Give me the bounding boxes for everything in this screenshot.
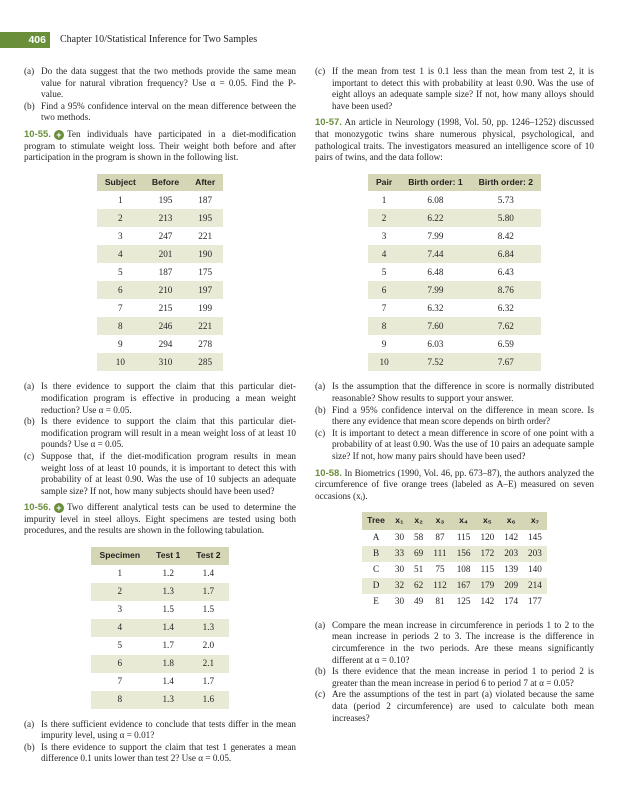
table-cell: 1.2 [162,567,174,578]
table-header-cell: Before [144,174,187,192]
list-item [24,451,296,497]
table-row [362,594,547,610]
table-cell: 9 [118,338,123,349]
item-text: Do the data suggest that the two methods provide the same mean value for natural vibration frequency? Use α = 0.05. Find the P-value. [41,66,296,100]
table-cell: 32 [390,578,409,594]
impurity-table [24,547,296,709]
list-item [24,742,296,765]
table-cell: 2 [91,583,148,601]
table-header-row [362,512,547,530]
table-cell: 195 [158,194,173,205]
item-label: (a) [315,381,326,392]
table-cell: 1.8 [148,655,188,673]
item-label: (b) [24,741,35,752]
table-cell: 5 [381,266,387,277]
item-label: (b) [315,404,326,415]
table-cell: D [362,578,390,594]
table-row [91,673,228,691]
right-column [315,66,594,724]
table-header-cell: x₇ [523,512,547,530]
table-header-cell: After [187,174,223,192]
item-label: (b) [315,666,326,677]
table-row [368,353,541,371]
page-header [0,32,639,48]
chapter-title: Chapter 10/Statistical Inference for Two Samples [60,34,258,45]
item-text: Ten individuals have participated in a diet-modification program to stimulate weight loss. Their weight both before and after participation in the program is shown in the following list. [24,128,296,163]
list-item [315,405,594,428]
table-row [91,601,228,619]
table-header-cell: x₃ [428,512,451,530]
table-cell: 215 [158,302,173,313]
table-row [368,299,541,317]
table-cell: 214 [523,578,547,594]
table-row [91,691,228,709]
table-cell: 49 [414,596,424,607]
table-cell: E [373,596,379,607]
table-cell: 5 [118,266,123,277]
table-cell: 140 [528,564,542,575]
exercise-number: 10-55. [24,128,51,140]
item-text: Is the assumption that the difference in score is normally distributed reasonable? Show results to support your answer. [332,381,594,403]
table-cell: 2 [97,209,144,227]
table-cell: 6.08 [427,194,444,205]
table-cell: 1.6 [188,691,228,709]
table-row [368,227,541,245]
table-row [91,583,228,601]
table-header-cell: x₅ [475,512,499,530]
item-text: It is important to detect a mean difference in score of one point with a probability of at least 0.90. Was the use of 10 pairs an adequate sample size? If not, how many pairs should have been used? [332,427,594,461]
table-cell: 6.22 [400,209,470,227]
table-cell: 4 [91,619,148,637]
table-cell: 8.76 [471,281,541,299]
table-cell: 58 [414,532,424,543]
item-label: (c) [315,66,326,76]
table-cell: 177 [528,596,542,607]
table-header-cell: Birth order: 2 [471,174,541,192]
item-label: (c) [24,450,35,461]
exercise-number: 10-56. [24,502,51,514]
table-cell: A [372,532,380,543]
table-row [97,299,223,317]
table-cell: 201 [144,245,187,263]
table-cell: 156 [452,546,476,562]
table-cell: 221 [187,317,223,335]
table-cell: 145 [528,532,542,543]
plus-icon: + [54,130,64,140]
table-cell: 1.5 [162,603,174,614]
table-row [91,655,228,673]
table-cell: 6.43 [497,266,514,277]
table-cell: 51 [414,564,424,575]
table-cell: C [372,564,380,575]
table-cell: 75 [435,564,445,575]
list-item [24,66,296,101]
table-cell: 3 [117,603,123,614]
exercise-number: 10-58. [315,467,342,479]
item-text: Is there evidence that the mean increase in period 1 to period 2 is greater than the mean increase in period 6 to period 7 at α = 0.05? [332,666,594,688]
table-row [368,209,541,227]
diet-table [24,174,296,372]
table-cell: B [362,546,390,562]
item-text: Two different analytical tests can be used to determine the impurity level in steel alloys. Eight specimens are tested using both procedures, and the results are shown in the following tabulation. [24,502,296,536]
orange-tree-table [315,512,594,610]
table-cell: 246 [144,317,187,335]
table-cell: 6 [368,281,400,299]
table-header-cell: x₂ [409,512,428,530]
table-cell: 112 [428,578,451,594]
table-header-cell: x₁ [390,512,409,530]
table-cell: 221 [198,230,213,241]
table-cell: 108 [456,564,471,575]
list-item [24,719,296,742]
table-cell: 7.99 [427,230,444,241]
item-text: Is there evidence to support the claim that test 1 generates a mean difference 0.1 units lower than test 2? Use α = 0.05. [41,741,296,764]
table-row [97,245,223,263]
table-header-cell: x₄ [452,512,476,530]
table-cell: 6.32 [497,302,514,313]
table-cell: 7 [118,302,123,313]
plus-icon: + [54,503,64,513]
table-row [97,317,223,335]
table-cell: 6.59 [497,338,514,349]
table-row [97,335,223,353]
left-column [24,66,296,765]
table-cell: 247 [158,230,173,241]
table-cell: 115 [456,532,471,543]
twins-table [315,174,594,372]
table-cell: 1.5 [202,603,215,614]
table-row [368,335,541,353]
table-cell: 199 [198,302,213,313]
table-cell: 6.32 [427,302,444,313]
item-label: (a) [315,619,326,630]
table-cell: 5.73 [497,194,514,205]
table-cell: 8 [368,317,400,335]
table-header-cell: Test 1 [148,547,188,565]
list-item [24,101,296,124]
table-row [91,619,228,637]
table-row [362,546,547,562]
table-cell: 175 [198,266,213,277]
list-item [315,620,594,666]
list-item [315,381,594,404]
exercise-10-57 [315,117,594,163]
table-row [97,263,223,281]
table-row [362,578,547,594]
list-item [315,689,594,724]
table-header-cell: Test 2 [188,547,228,565]
table-cell: 190 [187,245,223,263]
table-cell: 210 [144,281,187,299]
table-cell: 7.67 [471,353,541,371]
item-label: (c) [315,689,326,700]
table-cell: 1.3 [148,691,188,709]
item-text: Is there evidence to support the claim that this particular diet-modification program is effective in producing a mean weight reduction? Use α = 0.05. [41,381,296,415]
item-text: Is there evidence to support the claim that this particular diet-modification program will result in a mean weight loss of at least 10 pounds? Use α = 0.05. [41,416,296,450]
table-cell: 6.84 [471,245,541,263]
table-row [362,562,547,578]
table-cell: 8.42 [497,230,514,241]
table-row [91,565,228,583]
table-cell: 172 [475,546,499,562]
table-cell: 7.60 [400,317,470,335]
table-cell: 203 [523,546,547,562]
table-row [368,281,541,299]
table-cell: 30 [394,596,405,607]
exercise-10-55 [24,129,296,164]
list-item [315,428,594,463]
item-text: Find a 95% confidence interval on the difference in mean score. Is there any evidence that mean score depends on birth order? [332,404,594,427]
table-header-row [97,174,223,192]
list-item [315,66,594,112]
table-cell: 2.1 [188,655,228,673]
table-cell: 6.48 [427,266,444,277]
table-cell: 209 [499,578,523,594]
item-text: Compare the mean increase in circumference in periods 1 to 2 to the mean increase in periods 2 to 3. The increase is the difference in circumference in the two periods. Are these means significantly different at α = 0.10? [332,619,594,665]
table-cell: 2.0 [202,639,215,650]
table-cell: 115 [480,564,495,575]
table-cell: 7.99 [400,281,470,299]
table-cell: 7.44 [400,245,470,263]
table-cell: 10 [368,353,400,371]
table-header-cell: Birth order: 1 [400,174,470,192]
item-text: An article in Neurology (1998, Vol. 50, pp. 1246–1252) discussed that monozygotic twins share numerous physical, psychological, and pathological traits. The investigators measured an intelligence score of 10 pairs of twins, and the data follow: [315,117,594,163]
table-cell: 195 [187,209,223,227]
table-row [91,637,228,655]
table-cell: 2 [368,209,400,227]
table-header-cell: Specimen [91,547,148,565]
table-cell: 1.4 [162,675,174,686]
table-cell: 6.03 [427,338,444,349]
item-label: (a) [24,381,35,392]
item-label: (b) [24,100,35,111]
table-row [368,191,541,209]
table-row [97,227,223,245]
table-cell: 1 [117,567,123,578]
table-cell: 4 [368,245,400,263]
table-header-cell: Tree [362,512,390,530]
table-cell: 1 [118,194,123,205]
table-cell: 167 [452,578,476,594]
table-cell: 6 [91,655,148,673]
table-cell: 197 [187,281,223,299]
exercise-10-56 [24,502,296,537]
table-row [97,191,223,209]
item-label: (a) [24,66,35,76]
table-cell: 7.52 [400,353,470,371]
table-row [97,353,223,371]
table-header-cell: Subject [97,174,144,192]
table-cell: 179 [475,578,499,594]
table-cell: 120 [480,532,495,543]
table-cell: 1.4 [148,619,188,637]
table-cell: 187 [198,194,213,205]
table-cell: 1.7 [188,583,228,601]
table-cell: 4 [97,245,144,263]
table-header-row [368,174,541,192]
table-cell: 213 [144,209,187,227]
table-cell: 285 [187,353,223,371]
table-cell: 3 [381,230,387,241]
table-cell: 33 [390,546,409,562]
table-cell: 187 [158,266,173,277]
table-cell: 1 [381,194,387,205]
table-cell: 6 [97,281,144,299]
item-text: Find a 95% confidence interval on the mean difference between the two methods. [41,100,296,123]
table-cell: 87 [435,532,445,543]
table-cell: 69 [409,546,428,562]
table-cell: 7 [117,675,123,686]
table-row [368,317,541,335]
item-text: Is there sufficient evidence to conclude that tests differ in the mean impurity level, using α = 0.01? [41,718,296,741]
table-header-cell: x₆ [499,512,523,530]
list-item [315,666,594,689]
item-text: If the mean from test 1 is 0.1 less than the mean from test 2, it is important to detect this with probability at least 0.90. Was the use of eight alloys an adequate sample size? If not, how many alloys should have been used? [332,66,594,111]
exercise-number: 10-57. [315,117,342,129]
table-cell: 142 [480,596,495,607]
table-cell: 81 [435,596,445,607]
table-cell: 8 [97,317,144,335]
table-cell: 174 [504,596,519,607]
page-number: 406 [0,32,50,48]
table-cell: 1.7 [162,639,174,650]
table-cell: 10 [97,353,144,371]
table-cell: 139 [504,564,519,575]
table-cell: 7.62 [471,317,541,335]
list-item [24,416,296,451]
exercise-10-58 [315,468,594,503]
table-cell: 142 [504,532,519,543]
table-cell: 30 [394,564,405,575]
table-cell: 310 [144,353,187,371]
item-text: In Biometrics (1990, Vol. 46, pp. 673–87), the authors analyzed the circumference of five orange trees (labeled as A–E) measured on seven occasions (xᵢ). [315,467,594,501]
table-cell: 9 [381,338,387,349]
list-item [24,381,296,416]
table-header-row [91,547,228,565]
table-cell: 1.4 [202,567,215,578]
table-cell: 1.3 [188,619,228,637]
table-row [97,281,223,299]
table-cell: 278 [198,338,213,349]
item-label: (b) [24,416,35,427]
table-cell: 5.80 [471,209,541,227]
table-cell: 111 [428,546,451,562]
table-row [368,245,541,263]
table-cell: 7 [381,302,387,313]
item-label: (c) [315,427,326,438]
table-row [97,209,223,227]
table-cell: 62 [409,578,428,594]
table-cell: 294 [158,338,173,349]
table-cell: 1.7 [202,675,215,686]
table-cell: 203 [499,546,523,562]
table-cell: 1.3 [148,583,188,601]
item-text: Suppose that, if the diet-modification program results in mean weight loss of at least 10 pounds, it is important to detect this with probability of at least 0.90. Was the use of 10 subjects an adequate sample size? If not, how many subjects should have been used? [41,450,296,496]
table-cell: 30 [394,532,405,543]
item-text: Are the assumptions of the test in part (a) violated because the same data (period 2 circumference) are used to calculate both mean increases? [332,689,594,723]
table-row [368,263,541,281]
table-header-cell: Pair [368,174,400,192]
table-cell: 5 [117,639,123,650]
table-row [362,530,547,546]
table-cell: 8 [91,691,148,709]
table-cell: 3 [118,230,123,241]
item-label: (a) [24,718,35,729]
table-cell: 125 [456,596,471,607]
